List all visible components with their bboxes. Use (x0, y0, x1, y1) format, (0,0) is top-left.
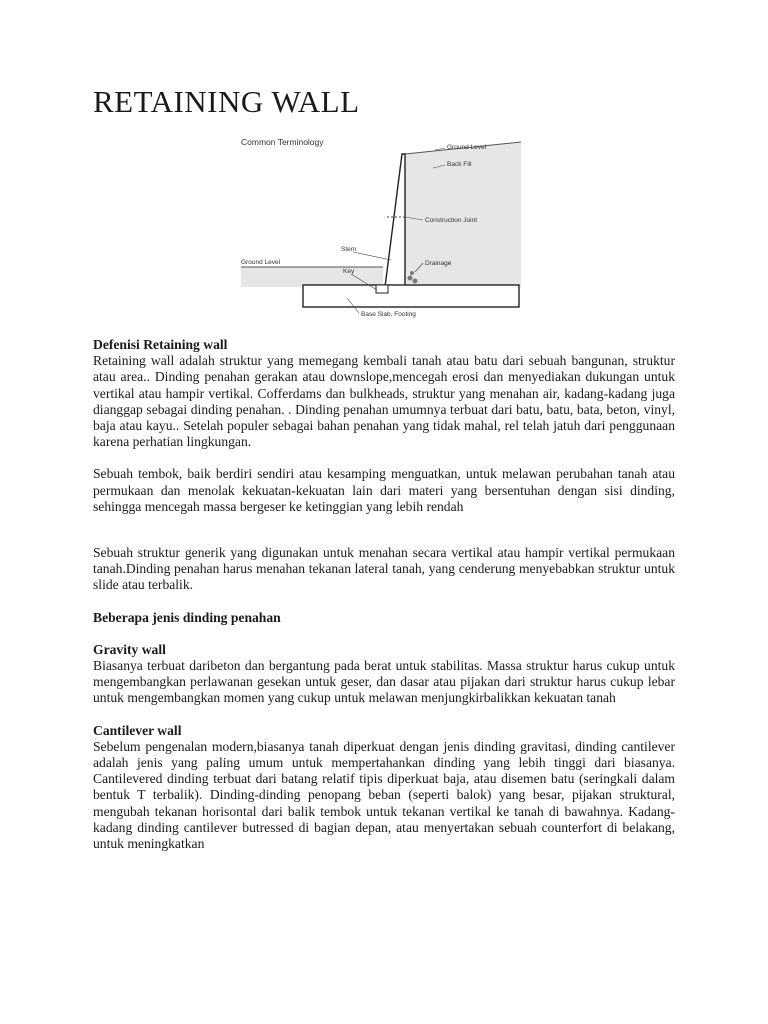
section-heading-jenis: Beberapa jenis dinding penahan (93, 609, 281, 625)
document-title: RETAINING WALL (93, 84, 360, 119)
label-key: Key (343, 268, 355, 275)
label-drainage: Drainage (425, 260, 452, 267)
drainage-stone (408, 276, 413, 281)
drainage-stone (410, 271, 414, 275)
section-heading-cantilever-wall: Cantilever wall (93, 722, 182, 738)
paragraph-gravity-wall: Biasanya terbuat daribeton dan bergantung pada berat untuk stabilitas. Massa struktur harus cukup untuk mengembangkan perlawanan gesekan untuk geser, dan dasar atau pijakan dari struktur harus cukup lebar untuk mengembangkan momen yang cukup untuk melawan menjungkirbalikkan kekuatan tanah (93, 658, 675, 706)
label-ground-level-top: Ground Level (447, 144, 487, 151)
label-ground-level-left: Ground Level (241, 259, 281, 266)
drainage-stone (413, 279, 418, 284)
paragraph-wall-function: Sebuah tembok, baik berdiri sendiri atau kesamping menguatkan, untuk melawan perubahan tanah atau permukaan dan menolak kekuatan-kekuatan lain dari materi yang bersentuhan dengan sisi dinding, sehingga mencegah massa bergeser ke ketinggian yang lebih rendah (93, 466, 675, 514)
base-slab (303, 285, 519, 307)
front-soil (241, 267, 383, 287)
key (376, 285, 388, 293)
label-construction-joint: Construction Joint (425, 217, 478, 224)
figure-heading: Common Terminology (241, 137, 324, 147)
section-heading-gravity-wall: Gravity wall (93, 641, 166, 657)
label-back-fill: Back Fill (447, 161, 472, 168)
label-base-slab: Base Slab, Footing (361, 311, 416, 318)
paragraph-definition: Retaining wall adalah struktur yang memegang kembali tanah atau batu dari sebuah bangunan, struktur atau area.. Dinding penahan gerakan atau downslope,mencegah erosi dan menyediakan dukungan untuk vertikal atau hampir vertikal. Cofferdams dan bulkheads, struktur yang menahan air, kadang-kadang juga dianggap sebagai dinding penahan. . Dinding penahan umumnya terbuat dari batu, batu, bata, beton, vinyl, baja atau kayu.. Setelah populer sebagai bahan penahan yang tidak mahal, rel telah jatuh dari penggunaan karena perhatian lingkungan. (93, 353, 675, 450)
section-heading-defenisi: Defenisi Retaining wall (93, 337, 228, 352)
wall-stem (385, 154, 405, 287)
retaining-wall-diagram (237, 132, 521, 322)
document-body (93, 337, 675, 852)
paragraph-generic-structure: Sebuah struktur generik yang digunakan untuk menahan secara vertikal atau hampir vertikal permukaan tanah.Dinding penahan harus menahan tekanan lateral tanah, yang cenderung menyebabkan struktur untuk slide atau terbalik. (93, 545, 675, 593)
paragraph-cantilever-wall: Sebelum pengenalan modern,biasanya tanah diperkuat dengan jenis dinding gravitasi, dinding cantilever adalah jenis yang paling umum untuk mempertahankan dinding yang lebih tinggi dari biasanya. Cantilevered dinding terbuat dari batang relatif tipis diperkuat baja, atau disemen batu (seringkali dalam bentuk T terbalik). Dinding-dinding penopang beban (seperti balok) yang besar, pijakan struktural, mengubah tekanan horisontal dari balik tembok untuk tekanan vertikal ke tanah di bawahnya. Kadang-kadang dinding cantilever butressed di bagian depan, atau menyertakan sebuah counterfort di belakang, untuk meningkatkan (93, 738, 675, 852)
label-stem: Stem (341, 246, 357, 253)
